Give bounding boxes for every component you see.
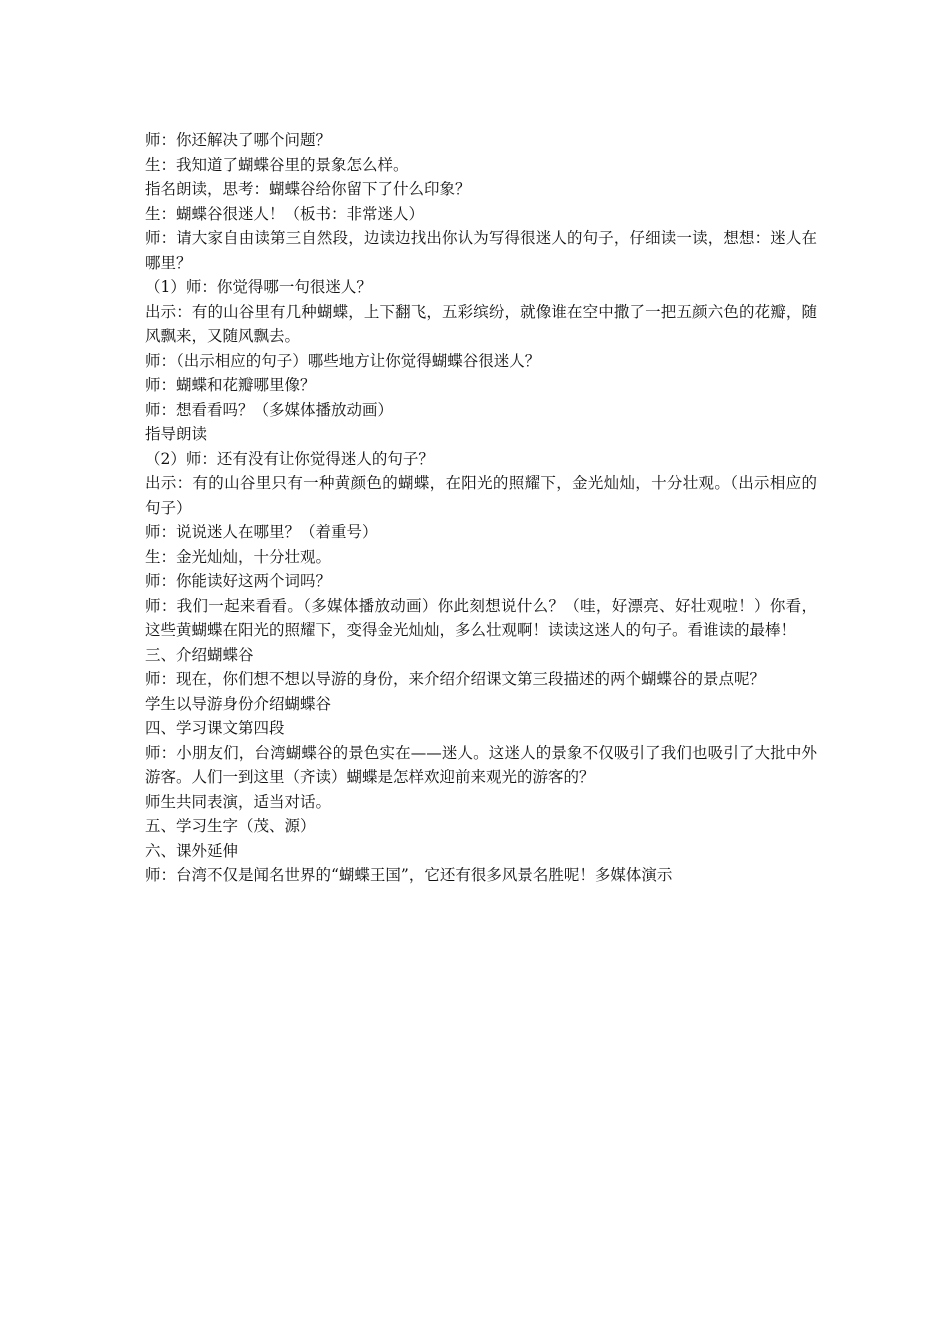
paragraph: 师：说说迷人在哪里？（着重号） (145, 523, 378, 541)
paragraph: 生：金光灿灿，十分壮观。 (145, 547, 332, 566)
paragraph: 师：现在，你们想不想以导游的身份，来介绍介绍课文第三段描述的两个蝴蝶谷的景点呢？ (145, 670, 766, 688)
paragraph: 指导朗读 (145, 425, 208, 443)
section-heading: 五、学习生字（茂、源） (145, 817, 316, 835)
paragraph: 师：你还解决了哪个问题？ (145, 131, 332, 149)
paragraph: 师：（出示相应的句子）哪些地方让你觉得蝴蝶谷很迷人？ (145, 351, 541, 370)
paragraph: 师：蝴蝶和花瓣哪里像？ (145, 376, 316, 394)
paragraph: 指名朗读，思考：蝴蝶谷给你留下了什么印象？ (145, 180, 471, 198)
paragraph: （1）师：你觉得哪一句很迷人？ (145, 278, 372, 296)
paragraph: 出示：有的山谷里只有一种黄颜色的蝴蝶，在阳光的照耀下，金光灿灿，十分壮观。（出示相应的句子） (145, 474, 817, 517)
paragraph: 师：小朋友们，台湾蝴蝶谷的景色实在——迷人。这迷人的景象不仅吸引了我们也吸引了大批中外游客。人们一到这里（齐读）蝴蝶是怎样欢迎前来观光的游客的？ (145, 743, 817, 786)
paragraph: 师：请大家自由读第三自然段，边读边找出你认为写得很迷人的句子，仔细读一读，想想：迷人在哪里？ (145, 229, 817, 272)
paragraph: 师：想看看吗？（多媒体播放动画） (145, 400, 394, 419)
paragraph: 出示：有的山谷里有几种蝴蝶，上下翻飞，五彩缤纷，就像谁在空中撒了一把五颜六色的花瓣，随风飘来，又随风飘去。 (145, 302, 817, 345)
section-heading: 六、课外延伸 (145, 841, 239, 860)
paragraph: （2）师：还有没有让你觉得迷人的句子？ (145, 449, 434, 468)
paragraph: 生：蝴蝶谷很迷人！（板书：非常迷人） (145, 204, 425, 223)
paragraph: 师：台湾不仅是闻名世界的“蝴蝶王国”，它还有很多风景名胜呢！多媒体演示 (145, 866, 673, 884)
document-page (145, 128, 817, 888)
section-heading: 三、介绍蝴蝶谷 (145, 645, 254, 664)
section-heading: 四、学习课文第四段 (145, 719, 285, 737)
paragraph: 师生共同表演，适当对话。 (145, 792, 332, 811)
paragraph: 生：我知道了蝴蝶谷里的景象怎么样。 (145, 155, 409, 174)
paragraph: 学生以导游身份介绍蝴蝶谷 (145, 694, 332, 713)
paragraph: 师：我们一起来看看。（多媒体播放动画）你此刻想说什么？（哇，好漂亮、好壮观啦！）你看，这些黄蝴蝶在阳光的照耀下，变得金光灿灿，多么壮观啊！读读这迷人的句子。看谁读的最棒！ (145, 596, 817, 639)
paragraph: 师：你能读好这两个词吗？ (145, 572, 332, 590)
